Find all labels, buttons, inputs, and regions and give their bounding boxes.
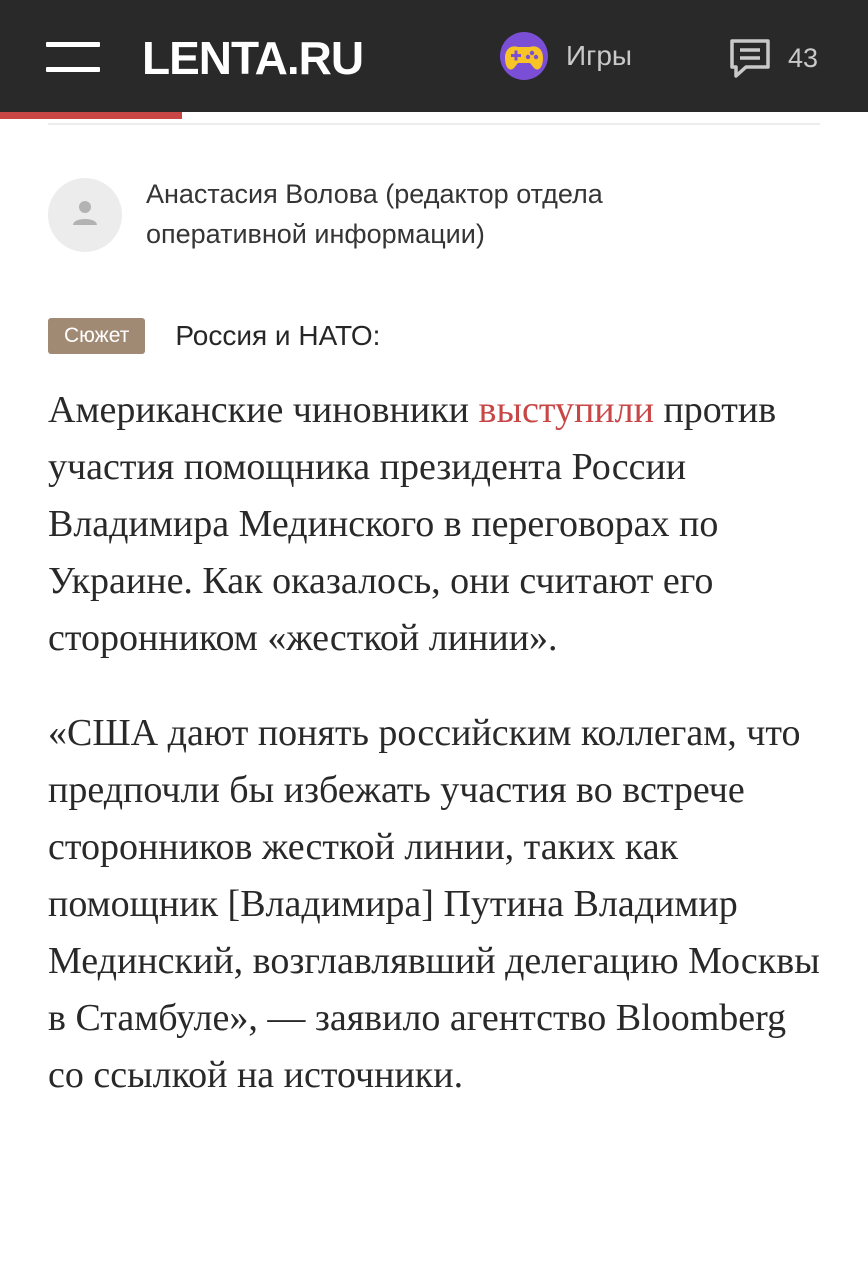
avatar [48, 178, 122, 252]
paragraph-text: Американские чиновники [48, 389, 479, 431]
author-block[interactable] [48, 174, 820, 254]
menu-button[interactable] [46, 42, 100, 74]
reading-progress-fill [0, 112, 182, 119]
header-divider [48, 123, 820, 125]
comments-link[interactable] [726, 34, 818, 82]
comments-count: 43 [788, 42, 819, 73]
hamburger-menu-icon-line [46, 67, 100, 72]
author-name: Анастасия Волова (редактор отдела оперативной информации) [146, 179, 603, 249]
hamburger-menu-icon [46, 42, 100, 47]
user-placeholder-icon [48, 178, 122, 252]
comment-bubble-icon [726, 35, 774, 81]
reading-progress-bar [0, 112, 868, 119]
article-paragraph [48, 382, 826, 667]
top-header [0, 0, 868, 112]
story-tag [48, 318, 380, 354]
gamepad-icon [496, 28, 552, 84]
story-title[interactable]: Россия и НАТО: [175, 320, 381, 351]
site-logo[interactable]: LENTA.RU [142, 32, 364, 84]
games-label: Игры [566, 40, 633, 71]
inline-link[interactable]: выступили [478, 389, 654, 431]
article-body [48, 382, 826, 1142]
games-link[interactable] [496, 26, 632, 86]
story-badge[interactable]: Сюжет [48, 318, 145, 354]
paragraph-text: против участия помощника президента России Владимира Мединского в переговорах по Украине. Как оказалось, они считают его сторонником «жесткой линии». [48, 389, 777, 659]
article-paragraph: «США дают понять российским коллегам, что предпочли бы избежать участия во встрече сторонников жесткой линии, таких как помощник [Владимира] Путина Владимир Мединский, возглавлявший делегацию Москвы в Стамбуле», — заявило агентство Bloomberg со ссылкой на источники. [48, 712, 820, 1096]
